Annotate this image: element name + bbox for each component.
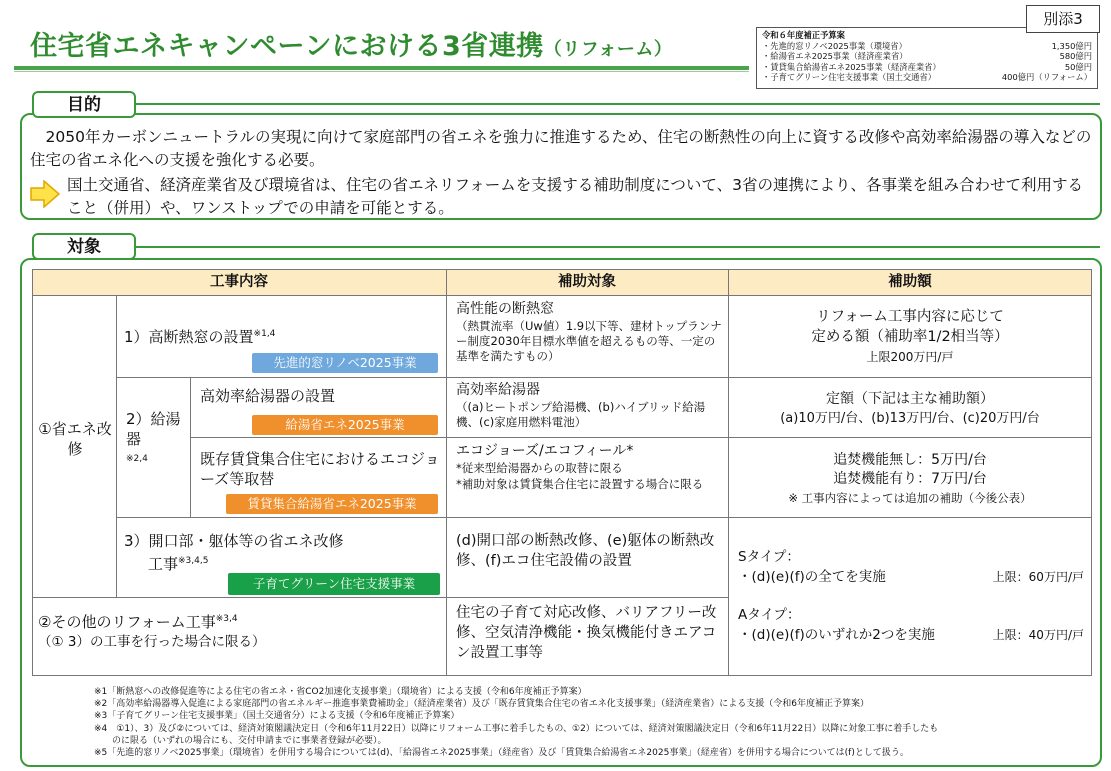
program-tag-kosodate: 子育てグリーン住宅支援事業 xyxy=(228,573,440,595)
title-underline xyxy=(14,66,749,70)
annex-label: 別添3 xyxy=(1026,5,1100,33)
object-envelope: (d)開口部の断熱改修、(e)躯体の断熱改修、(f)エコ住宅設備の設置 xyxy=(456,533,715,569)
grid-line xyxy=(728,269,729,675)
program-tag-window: 先進的窓リノベ2025事業 xyxy=(252,353,438,373)
budget-title: 令和６年度補正予算案 xyxy=(762,30,845,40)
note-ref: ※3,4,5 xyxy=(178,556,209,566)
object-eco-title: エコジョーズ/エコフィール* xyxy=(456,443,634,459)
grid-line xyxy=(32,295,1092,296)
item-other-reform-1: ②その他のリフォーム工事 xyxy=(38,613,216,631)
budget-row-amount: 580億円 xyxy=(1059,51,1092,61)
item-envelope-1: 3）開口部・躯体等の省エネ改修 xyxy=(124,532,344,550)
grid-line xyxy=(116,377,1092,378)
budget-row-amount: 400億円（リフォーム） xyxy=(1001,72,1092,82)
budget-row-name: ・先進的窓リノベ2025事業（環境省） xyxy=(762,40,907,51)
arrow-right-icon xyxy=(30,180,60,208)
object-other-reform: 住宅の子育て対応改修、バリアフリー改修、空気清浄機能・換気機能付きエアコン設置工事等 xyxy=(456,605,717,661)
budget-row xyxy=(762,72,1092,83)
subsidy-table xyxy=(32,269,1092,675)
amount-eco xyxy=(732,451,1088,508)
budget-row-name: ・子育てグリーン住宅支援事業（国土交通省） xyxy=(762,72,937,82)
amount-a-cap: 上限：40万円/戸 xyxy=(992,628,1084,642)
page-title xyxy=(30,24,672,63)
item-envelope-2: 工事 xyxy=(148,555,179,573)
purpose-text-1: 2050年カーボンニュートラルの実現に向けて家庭部門の省エネを強力に推進するため、住宅の断熱性の向上に資する改修や高効率給湯器の導入などの住宅の省エネ化への支援を強化する必要。 xyxy=(30,128,1092,169)
title-underline-thin xyxy=(14,71,749,72)
footnotes xyxy=(94,686,1094,759)
amount-window-2: 定める額（補助率1/2相当等） xyxy=(811,329,1009,345)
budget-row-amount: 1,350億円 xyxy=(1051,40,1092,51)
grid-line xyxy=(1091,269,1092,675)
title-main: 住宅省エネキャンペーンにおける3省連携 xyxy=(30,31,544,62)
budget-row xyxy=(762,62,1092,73)
grid-line xyxy=(190,377,191,517)
footnote: ※3「子育てグリーン住宅支援事業」（国土交通省分）による支援（令和6年度補正予算案） xyxy=(94,711,460,722)
amount-a-type xyxy=(738,605,1084,645)
object-window-title: 高性能の断熱窓 xyxy=(456,301,554,317)
amount-s-cap: 上限：60万円/戸 xyxy=(992,570,1084,584)
footnote: のに限る（いずれの場合にも、交付申請までに事業者登録が必要）。 xyxy=(94,735,387,746)
target-label: 対象 xyxy=(32,233,136,260)
amount-eco-note: ※ 工事内容によっては追加の補助（今後公表） xyxy=(788,491,1032,505)
budget-row-amount: 50億円 xyxy=(1064,61,1092,72)
grid-line xyxy=(32,675,1092,676)
note-ref: ※2,4 xyxy=(126,454,148,464)
amount-s-text: ・(d)(e)(f)の全てを実施 xyxy=(738,569,886,585)
footnote: ※5「先進的窓リノベ2025事業」（環境省）を併用する場合については(d)、「給湯省エネ2025事業」（経産省）及び「賃貸集合給湯省エネ2025事業」（経産省）を併用する場合については(f)として扱う。 xyxy=(94,748,909,759)
amount-eco-2: 追焚機能有り：7万円/台 xyxy=(833,471,987,487)
item-high-efficiency-heater: 高効率給湯器の設置 xyxy=(200,387,336,405)
purpose-text xyxy=(30,126,1098,172)
amount-heater-2: (a)10万円/台、(b)13万円/台、(c)20万円/台 xyxy=(780,411,1040,426)
item-other-reform-2: （① 3）の工事を行った場合に限る） xyxy=(38,634,266,650)
amount-heater-1: 定額（下記は主な補助額） xyxy=(826,391,994,407)
amount-a-title: Aタイプ： xyxy=(738,607,801,623)
amount-window-1: リフォーム工事内容に応じて xyxy=(816,309,1004,325)
object-window-detail: （熱貫流率（Uw値）1.9以下等、建材トップランナー制度2030年目標水準値を超えるもの等、一定の基準を満たすもの） xyxy=(456,319,722,363)
item-window-text: 1）高断熱窓の設置 xyxy=(124,328,254,346)
grid-line xyxy=(32,269,33,675)
budget-row-name: ・給湯省エネ2025事業（経済産業省） xyxy=(762,51,908,61)
budget-row-name: ・賃貸集合給湯省エネ2025事業（経済産業省） xyxy=(762,61,941,72)
purpose-label-rule xyxy=(40,103,1100,105)
budget-row xyxy=(762,41,1092,52)
group-water-heater: 2）給湯器 xyxy=(126,410,181,448)
amount-window xyxy=(732,307,1088,367)
grid-line xyxy=(116,295,117,597)
object-heater-detail: （(a)ヒートポンプ給湯機、(b)ハイブリッド給湯機、(c)家庭用燃料電池） xyxy=(456,400,706,429)
purpose-label: 目的 xyxy=(32,91,136,118)
amount-heater xyxy=(732,389,1088,429)
footnote: ※4 ①1）、3）及び②については、経済対策閣議決定日（令和6年11月22日）以降にリフォーム工事に着手したもの、①2）については、経済対策閣議決定日（令和6年11月22日）以降に対象工事に着手したも xyxy=(94,723,939,734)
grid-line xyxy=(190,437,1092,438)
amount-a-text: ・(d)(e)(f)のいずれか2つを実施 xyxy=(738,627,935,643)
target-label-rule xyxy=(40,246,1100,248)
header-object: 補助対象 xyxy=(446,269,728,295)
header-work: 工事内容 xyxy=(32,269,446,295)
footnote: ※2「高効率給湯器導入促進による家庭部門の省エネルギー推進事業費補助金」（経済産業省）及び「既存賃貸集合住宅の省エネ化支援事業」（経済産業省）による支援（令和6年度補正予算案） xyxy=(94,699,869,710)
grid-line xyxy=(32,597,728,598)
item-other-reform xyxy=(38,609,442,652)
object-eco-detail-2: *補助対象は賃貸集合住宅に設置する場合に限る xyxy=(456,477,704,491)
program-tag-rental-heater: 賃貸集合給湯省エネ2025事業 xyxy=(226,494,438,514)
header-amount: 補助額 xyxy=(728,269,1092,295)
grid-line xyxy=(446,269,447,675)
group-energy-retrofit: ①省エネ改修 xyxy=(38,420,112,458)
amount-s-title: Sタイプ： xyxy=(738,549,800,565)
title-sub: （リフォーム） xyxy=(543,39,673,60)
item-envelope xyxy=(124,531,434,574)
grid-line xyxy=(32,269,1092,270)
budget-box xyxy=(756,27,1098,89)
grid-line xyxy=(116,517,1092,518)
purpose-conclusion: 国土交通省、経済産業省及び環境省は、住宅の省エネリフォームを支援する補助制度について、3省の連携により、各事業を組み合わせて利用すること（併用）や、ワンストップでの申請を可能とする。 xyxy=(67,176,1083,217)
budget-row xyxy=(762,51,1092,62)
note-ref: ※1,4 xyxy=(253,329,276,339)
object-eco-detail-1: *従来型給湯器からの取替に限る xyxy=(456,461,623,475)
footnote: ※1「断熱窓への改修促進等による住宅の省エネ・省CO2加速化支援事業」（環境省）による支援（令和6年度補正予算案） xyxy=(94,687,587,697)
amount-window-cap: 上限200万円/戸 xyxy=(866,350,954,364)
item-eco-jozu: 既存賃貸集合住宅におけるエコジョーズ等取替 xyxy=(200,450,440,488)
note-ref: ※3,4 xyxy=(215,614,238,624)
object-heater-title: 高効率給湯器 xyxy=(456,382,540,398)
item-window xyxy=(124,325,434,346)
program-tag-water-heater: 給湯省エネ2025事業 xyxy=(252,415,438,435)
amount-s-type xyxy=(738,547,1084,587)
amount-eco-1: 追焚機能無し：5万円/台 xyxy=(833,452,987,468)
